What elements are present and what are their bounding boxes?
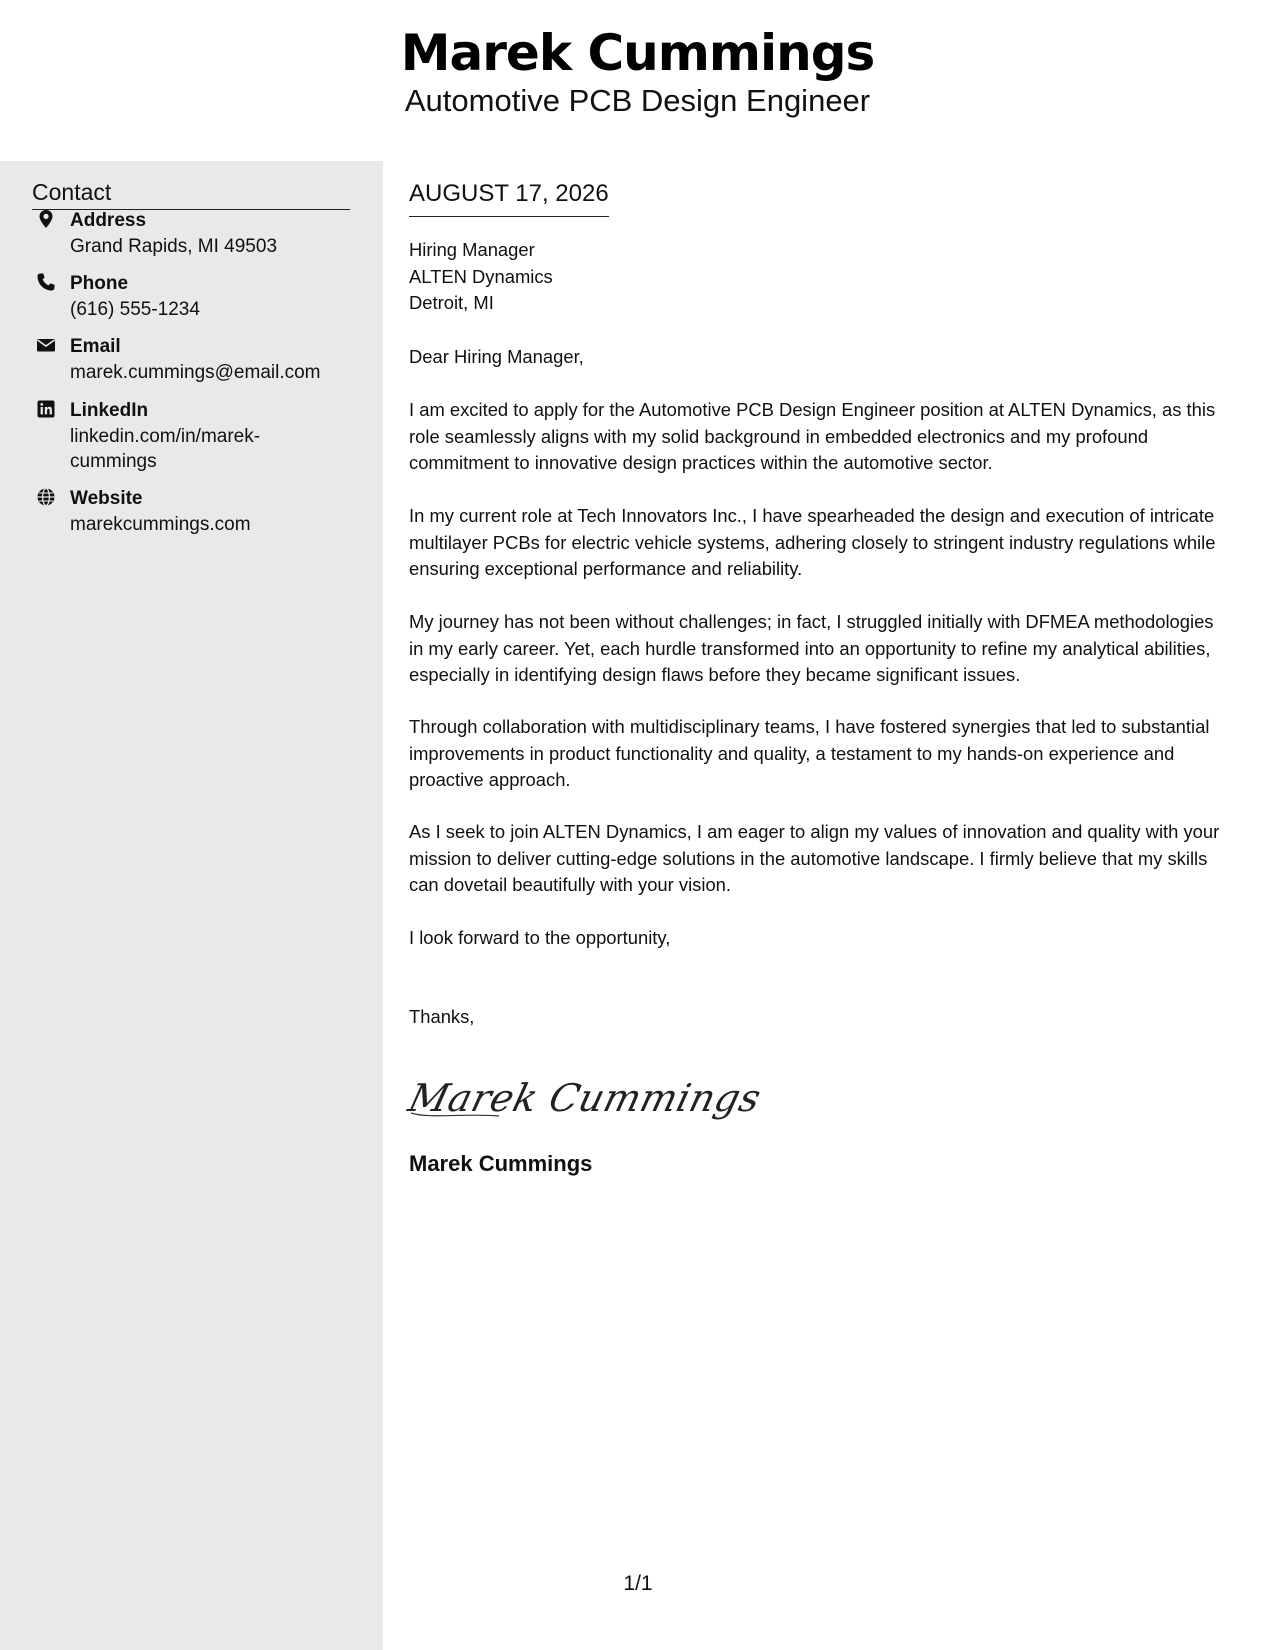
letter-paragraph bbox=[409, 503, 1241, 583]
recipient-line: ALTEN Dynamics bbox=[409, 265, 553, 287]
email-value[interactable]: marek.cummings@email.com bbox=[70, 362, 321, 383]
recipient-line: Hiring Manager bbox=[409, 239, 535, 260]
paragraph-line: mission to deliver cutting-edge solutions in the automotive landscape. I firmly believe that my skills bbox=[409, 847, 1208, 869]
paragraph-line: improvements in product functionality and quality, a testament to my hands-on experience and bbox=[409, 742, 1175, 764]
paragraph-line: ensuring exceptional performance and reliability. bbox=[409, 558, 803, 579]
phone-icon bbox=[36, 272, 56, 292]
website-value[interactable]: marekcummings.com bbox=[70, 514, 251, 535]
recipient-line: Detroit, MI bbox=[409, 292, 494, 313]
resume-header bbox=[0, 0, 1275, 161]
linkedin-value-line-2: cummings bbox=[70, 451, 157, 472]
linkedin-value[interactable] bbox=[70, 424, 350, 474]
paragraph-line: My journey has not been without challenges; in fact, I struggled initially with DFMEA methodologies bbox=[409, 611, 1214, 632]
letter-paragraph bbox=[409, 714, 1241, 794]
salutation bbox=[409, 344, 1241, 371]
letter-paragraph bbox=[409, 609, 1241, 689]
contact-heading: Contact bbox=[32, 177, 350, 210]
paragraph-line: I am excited to apply for the Automotive PCB Design Engineer position at ALTEN Dynamics, as this bbox=[409, 399, 1216, 420]
salutation-text: Dear Hiring Manager, bbox=[409, 346, 584, 367]
paragraph-line: Through collaboration with multidisciplinary teams, I have fostered synergies that led to substantial bbox=[409, 716, 1210, 737]
thanks-line bbox=[409, 1004, 1241, 1031]
address-label: Address bbox=[70, 210, 147, 231]
linkedin-label: LinkedIn bbox=[70, 400, 149, 421]
map-pin-icon bbox=[36, 209, 56, 229]
handwritten-signature bbox=[404, 1061, 766, 1131]
paragraph-line: role seamlessly aligns with my solid background in embedded electronics and my profound bbox=[409, 425, 1149, 447]
address-value: Grand Rapids, MI 49503 bbox=[70, 236, 278, 257]
applicant-job-title: Automotive PCB Design Engineer bbox=[404, 83, 871, 118]
closing-line-text: I look forward to the opportunity, bbox=[409, 927, 671, 948]
contact-sidebar bbox=[0, 161, 383, 1650]
closing-line bbox=[409, 925, 1241, 952]
email-label: Email bbox=[70, 336, 121, 357]
linkedin-icon bbox=[36, 399, 56, 419]
paragraph-line: can dovetail beautifully with your vision. bbox=[409, 874, 732, 895]
thanks-text: Thanks, bbox=[409, 1006, 475, 1027]
signoff-name: Marek Cummings bbox=[409, 1151, 593, 1176]
paragraph-line: especially in identifying design flaws before they became significant issues. bbox=[409, 664, 1021, 685]
paragraph-line: in my early career. Yet, each hurdle transformed into an opportunity to refine my analytical abilities, bbox=[409, 637, 1211, 659]
globe-icon bbox=[36, 487, 56, 507]
recipient-block bbox=[409, 237, 1241, 317]
letter-paragraph bbox=[409, 397, 1241, 477]
page-number: 1/1 bbox=[623, 1572, 653, 1595]
website-label: Website bbox=[70, 488, 143, 509]
paragraph-line: multilayer PCBs for electric vehicle systems, adhering closely to stringent industry regulations while bbox=[409, 531, 1216, 553]
envelope-icon bbox=[36, 335, 56, 355]
paragraph-line: commitment to innovative design practices within the automotive sector. bbox=[409, 452, 993, 473]
paragraph-line: proactive approach. bbox=[409, 769, 571, 790]
svg-text:Marek Cummings: Marek Cummings bbox=[404, 1076, 766, 1121]
phone-label: Phone bbox=[70, 273, 129, 294]
paragraph-line: In my current role at Tech Innovators Inc., I have spearheaded the design and execution of intricate bbox=[409, 505, 1215, 526]
linkedin-value-line-1: linkedin.com/in/marek- bbox=[70, 426, 261, 447]
letter-paragraph bbox=[409, 819, 1241, 899]
letter-date: AUGUST 17, 2026 bbox=[409, 179, 609, 217]
phone-value: (616) 555-1234 bbox=[70, 299, 200, 320]
paragraph-line: As I seek to join ALTEN Dynamics, I am eager to align my values of innovation and quality with your bbox=[409, 821, 1220, 842]
applicant-name: Marek Cummings bbox=[400, 24, 875, 82]
